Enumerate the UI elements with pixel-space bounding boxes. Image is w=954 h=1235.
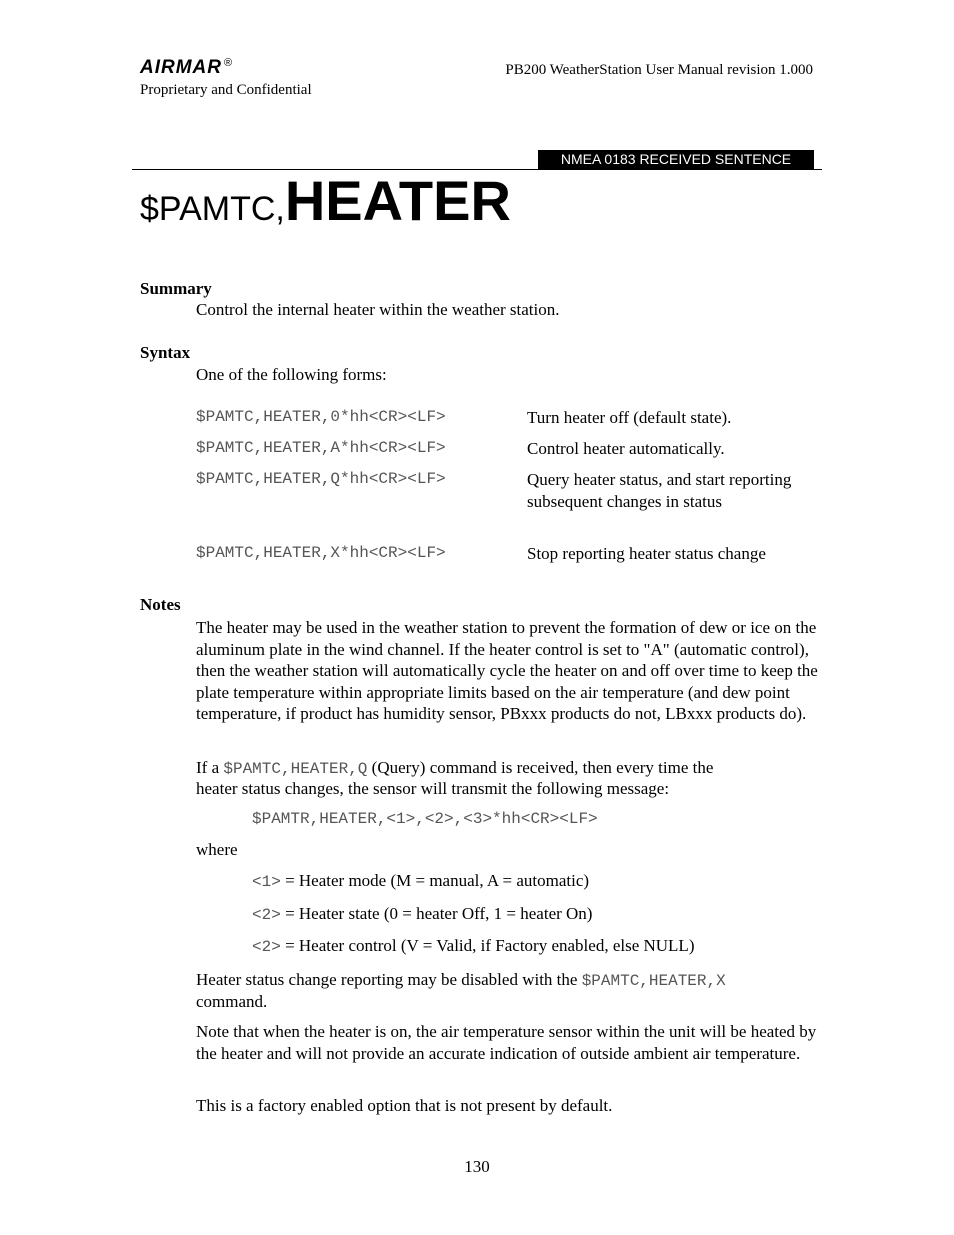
- syntax-code-auto: $PAMTC,HEATER,A*hh<CR><LF>: [196, 439, 446, 457]
- confidentiality-notice: Proprietary and Confidential: [140, 82, 312, 98]
- syntax-heading: Syntax: [140, 343, 191, 362]
- notes-paragraph-2-line-1: If a $PAMTC,HEATER,Q (Query) command is received, then every time the: [196, 758, 714, 778]
- manual-title: PB200 WeatherStation User Manual revision 1.000: [505, 62, 813, 78]
- stop-command-code: $PAMTC,HEATER,X: [581, 972, 726, 990]
- notes-heading: Notes: [140, 595, 181, 614]
- syntax-desc-stop: Stop reporting heater status change: [527, 544, 766, 563]
- section-tag: NMEA 0183 RECEIVED SENTENCE: [538, 150, 814, 169]
- page-title: [140, 168, 511, 233]
- logo-text: AIRMAR: [140, 57, 222, 78]
- field-heater-mode: <1> = Heater mode (M = manual, A = automatic): [252, 871, 590, 891]
- where-label: where: [196, 840, 238, 859]
- syntax-code-off: $PAMTC,HEATER,0*hh<CR><LF>: [196, 408, 446, 426]
- syntax-desc-query: Query heater status, and start reporting subsequent changes in status: [527, 470, 792, 511]
- field-heater-control: <2> = Heater control (V = Valid, if Factory enabled, else NULL): [252, 936, 695, 956]
- page-number: 130: [464, 1157, 490, 1176]
- syntax-desc-off: Turn heater off (default state).: [527, 408, 732, 427]
- syntax-code-query: $PAMTC,HEATER,Q*hh<CR><LF>: [196, 470, 446, 488]
- syntax-desc-auto: Control heater automatically.: [527, 439, 725, 458]
- registered-mark: ®: [224, 57, 234, 69]
- syntax-intro: One of the following forms:: [196, 365, 387, 384]
- title-main: HEATER: [284, 169, 511, 232]
- summary-text: Control the internal heater within the weather station.: [196, 300, 560, 319]
- query-command-code: $PAMTC,HEATER,Q: [223, 760, 368, 778]
- field-heater-state: <2> = Heater state (0 = heater Off, 1 = heater On): [252, 904, 593, 924]
- notes-paragraph-5: This is a factory enabled option that is not present by default.: [196, 1096, 613, 1115]
- airmar-logo: [140, 57, 233, 79]
- title-prefix: $PAMTC,: [140, 190, 285, 228]
- notes-paragraph-2-line-2: heater status changes, the sensor will transmit the following message:: [196, 779, 670, 798]
- summary-heading: Summary: [140, 279, 212, 298]
- notes-paragraph-1: The heater may be used in the weather station to prevent the formation of dew or ice on the aluminum plate in the wind channel. If the heater control is set to "A" (automatic control), then the weather station will automatically cycle the heater on and off over time to keep the plate temperature within appropriate limits based on the air temperature (and dew point temperature, if product has humidity sensor, PBxxx products do not, LBxxx products do).: [196, 618, 818, 723]
- response-message-code: $PAMTR,HEATER,<1>,<2>,<3>*hh<CR><LF>: [252, 810, 598, 828]
- syntax-code-stop: $PAMTC,HEATER,X*hh<CR><LF>: [196, 544, 446, 562]
- notes-paragraph-4: Note that when the heater is on, the air temperature sensor within the unit will be heated by the heater and will not provide an accurate indication of outside ambient air temperature.: [196, 1022, 817, 1063]
- notes-paragraph-3-line-1: Heater status change reporting may be disabled with the $PAMTC,HEATER,X: [196, 970, 726, 990]
- notes-paragraph-3-line-2: command.: [196, 992, 268, 1011]
